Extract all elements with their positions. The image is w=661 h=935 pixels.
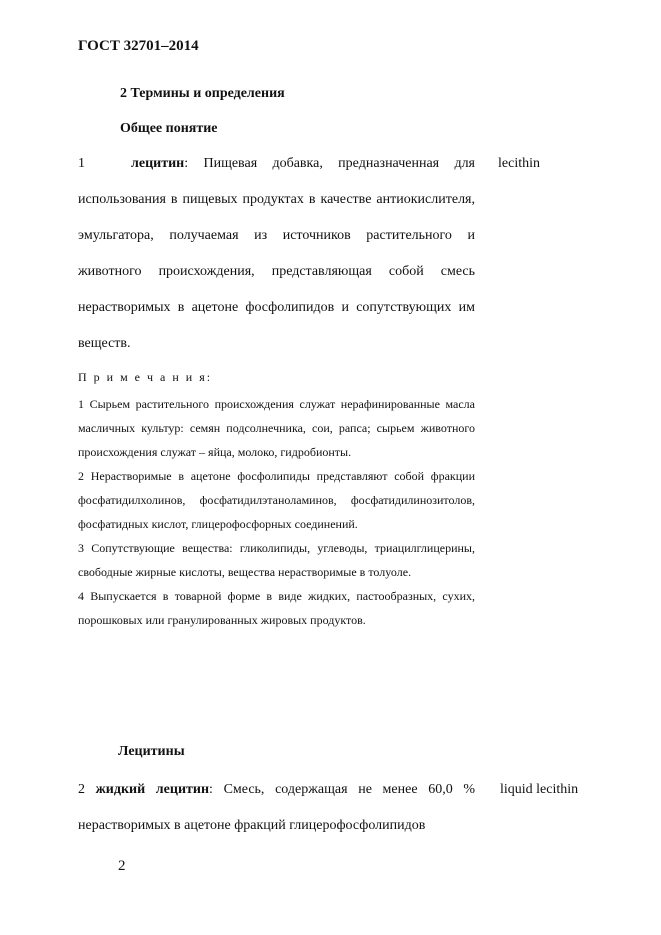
- note-item: 2 Нерастворимые в ацетоне фосфолипиды представляют собой фракции фосфатидилхолинов, фосфатидилэтаноламинов, фосфатидилинозитолов, фосфатидных кислот, глицерофосфорных соединений.: [78, 469, 475, 531]
- note-item: 3 Сопутствующие вещества: гликолипиды, углеводы, триацилглицерины, свободные жирные кислоты, вещества нерастворимые в толуоле.: [78, 541, 475, 579]
- page-number: 2: [118, 858, 126, 874]
- general-concept-heading: Общее понятие: [120, 121, 218, 136]
- term-1-name: лецитин: [131, 156, 185, 171]
- term-2-number: 2: [78, 782, 85, 797]
- term-2-english: liquid lecithin: [500, 782, 579, 797]
- term-1-definition: [78, 146, 475, 362]
- lecithins-heading: Лецитины: [118, 744, 185, 759]
- term-1-number: 1: [78, 156, 85, 171]
- notes-list: [78, 392, 475, 632]
- notes-heading: П р и м е ч а н и я:: [78, 370, 213, 384]
- term-2-definition: [78, 772, 475, 844]
- term-2-text: : Смесь, содержащая не менее 60,0 % нерастворимых в ацетоне фракций глицерофосфолипидов: [78, 782, 476, 833]
- note-item: 1 Сырьем растительного происхождения служат нерафинированные масла масличных культур: семян подсолнечника, сои, рапса; сырьем животного происхождения служат – яйца, молоко, гидробионты.: [78, 397, 475, 459]
- term-1-english: lecithin: [498, 156, 540, 171]
- term-2-name: жидкий лецитин: [95, 782, 210, 797]
- document-header: ГОСТ 32701–2014: [78, 38, 199, 54]
- note-item: 4 Выпускается в товарной форме в виде жидких, пастообразных, сухих, порошковых или гранулированных жировых продуктов.: [78, 589, 475, 627]
- section-title: 2 Термины и определения: [120, 86, 285, 101]
- term-1-text: : Пищевая добавка, предназначенная для использования в пищевых продуктах в качестве антиокислителя, эмульгатора, получаемая из источников растительного и животного происхождения, представляющая собой смесь нерастворимых в ацетоне фосфолипидов и сопутствующих им веществ.: [78, 156, 475, 351]
